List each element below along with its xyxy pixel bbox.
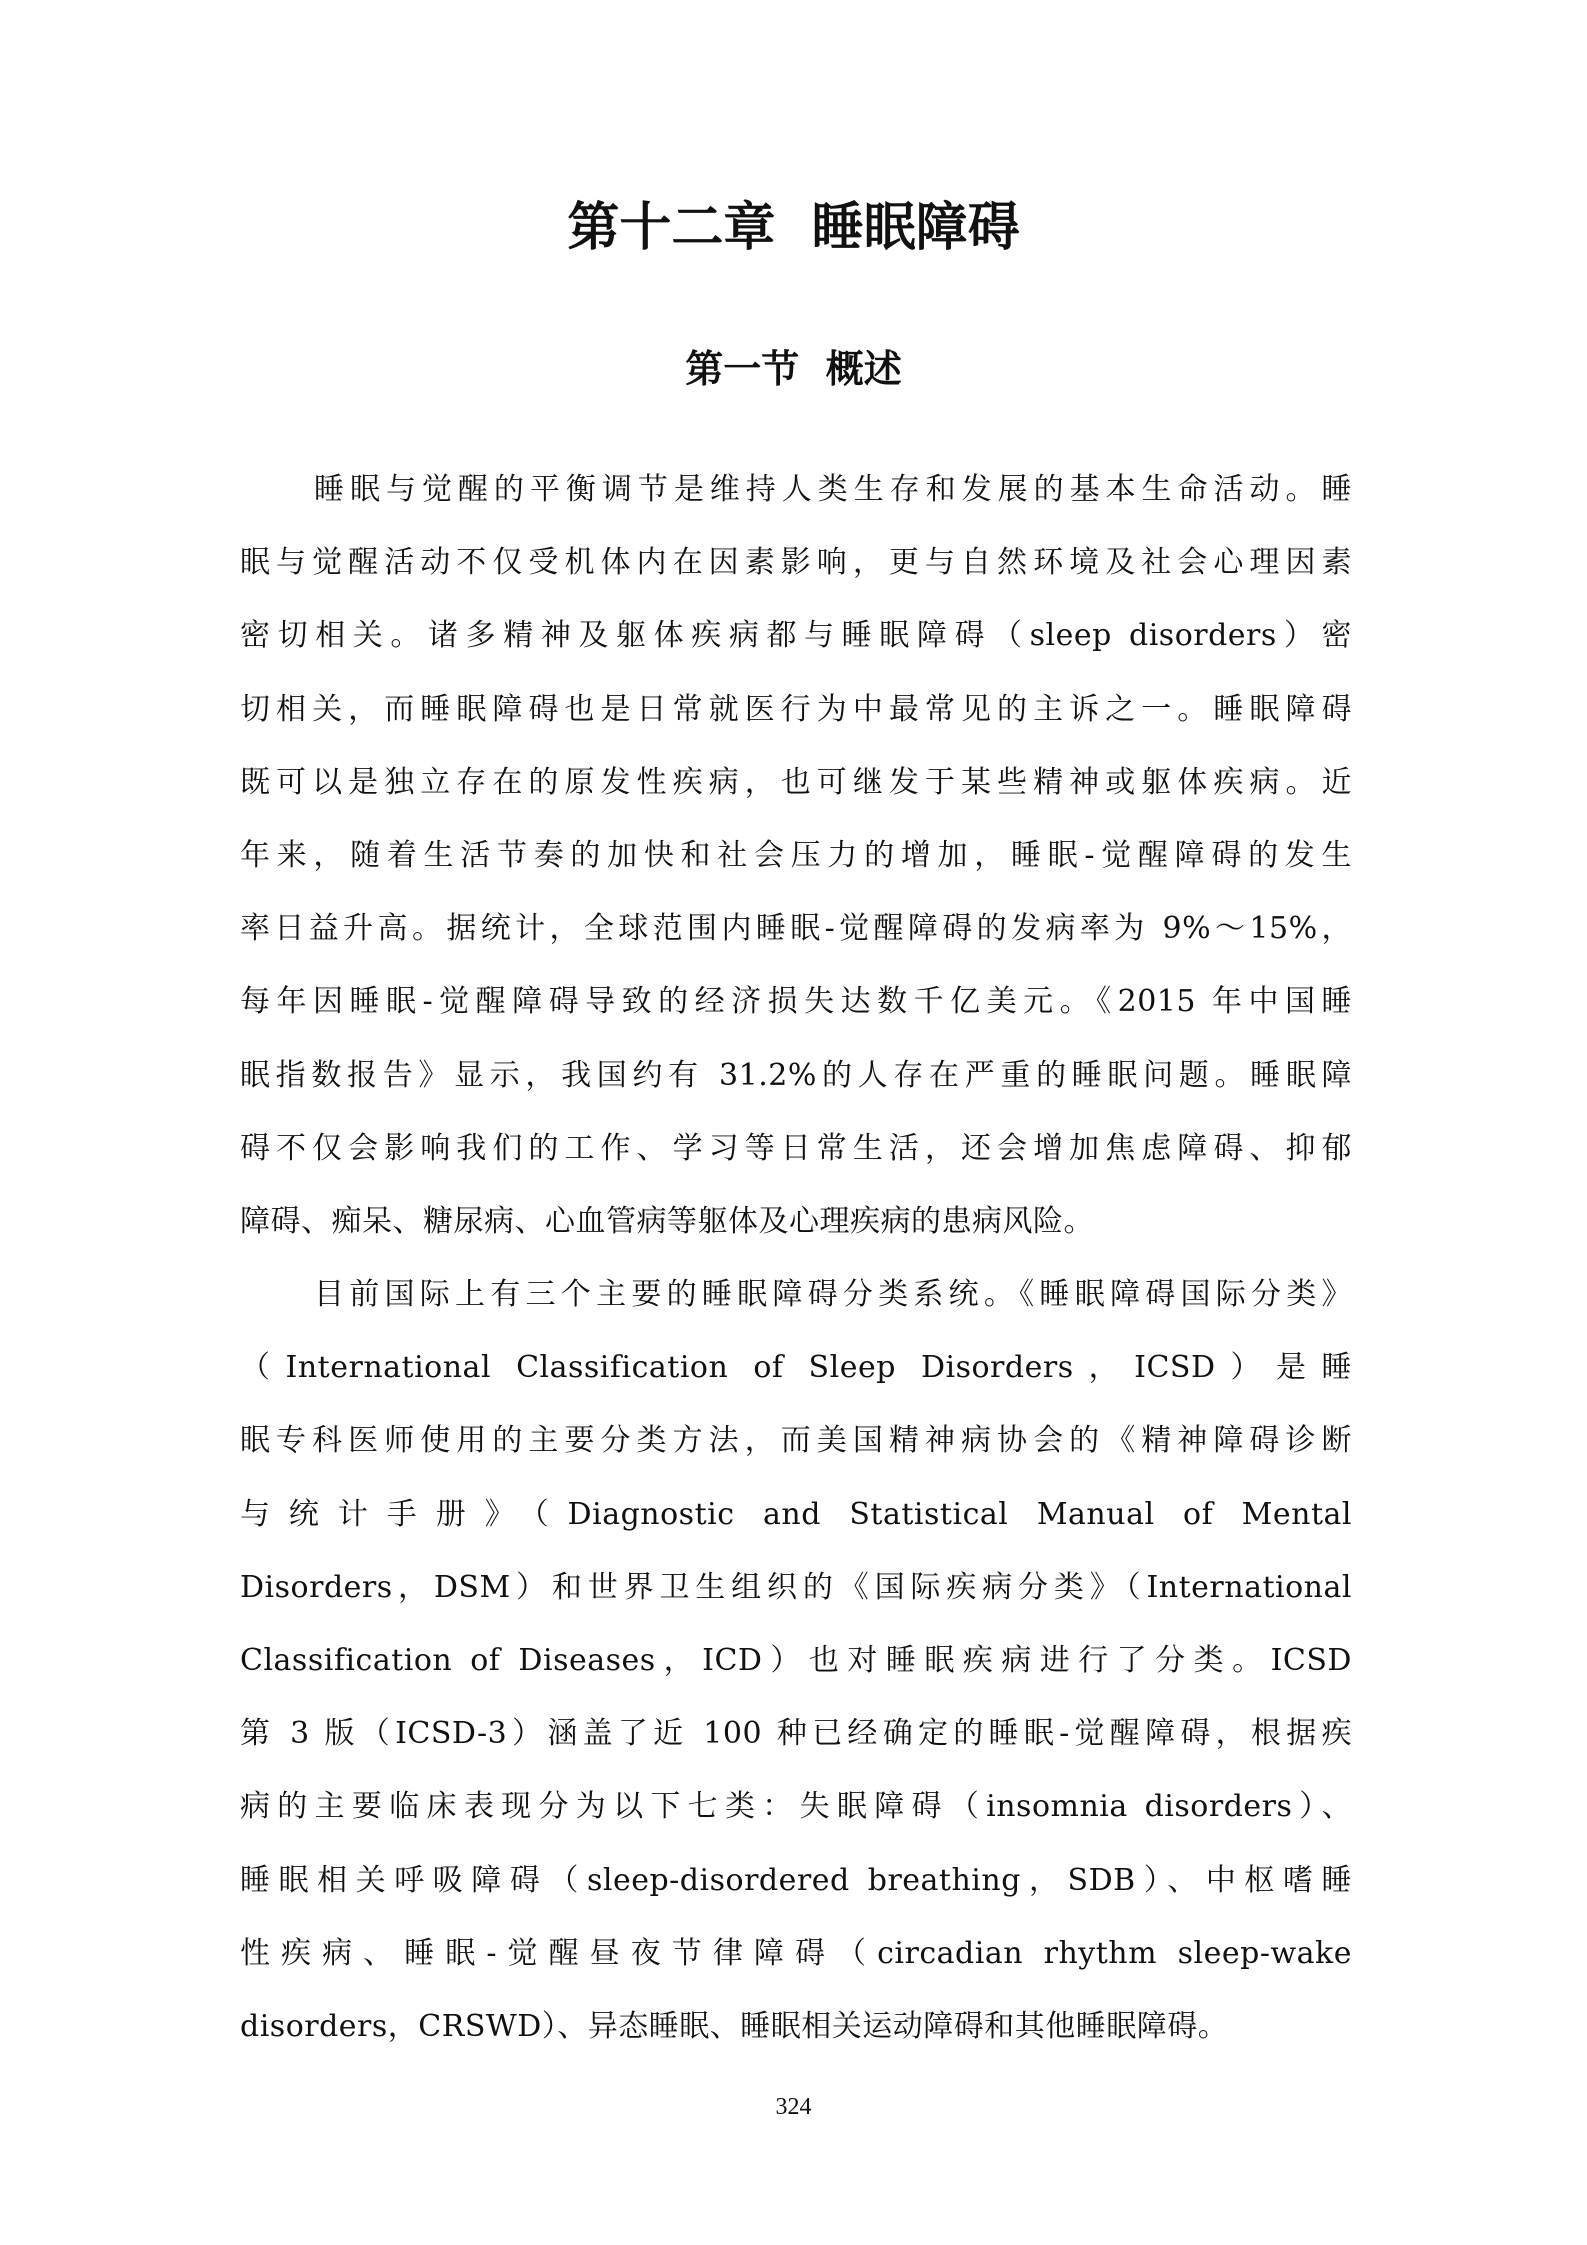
text-line: 第 3 版（ICSD-3）涵盖了近 100 种已经确定的睡眠-觉醒障碍，根据疾 bbox=[240, 1716, 1352, 1752]
text-line: 目前国际上有三个主要的睡眠障碍分类系统。《睡眠障碍国际分类》 bbox=[314, 1277, 1352, 1313]
text-line: 率日益升高。据统计，全球范围内睡眠-觉醒障碍的发病率为 9%～15%， bbox=[240, 911, 1352, 947]
text-line: 与统计手册》（Diagnostic and Statistical Manual of Mental bbox=[240, 1496, 1352, 1532]
text-line: 性疾病、睡眠-觉醒昼夜节律障碍（circadian rhythm sleep-wake bbox=[240, 1935, 1352, 1971]
body-text bbox=[240, 464, 1352, 2074]
text-line: 碍不仅会影响我们的工作、学习等日常生活，还会增加焦虑障碍、抑郁 bbox=[240, 1130, 1352, 1166]
text-line: 眠与觉醒活动不仅受机体内在因素影响，更与自然环境及社会心理因素 bbox=[240, 545, 1352, 581]
text-line: Classification of Diseases，ICD）也对睡眠疾病进行了分类。ICSD bbox=[240, 1643, 1352, 1678]
text-line: 切相关，而睡眠障碍也是日常就医行为中最常见的主诉之一。睡眠障碍 bbox=[240, 691, 1352, 727]
text-line: 既可以是独立存在的原发性疾病，也可继发于某些精神或躯体疾病。近 bbox=[240, 764, 1352, 800]
paragraph bbox=[240, 1269, 1352, 2074]
text-line: 每年因睡眠-觉醒障碍导致的经济损失达数千亿美元。《2015 年中国睡 bbox=[240, 984, 1352, 1020]
text-line: disorders，CRSWD）、异态睡眠、睡眠相关运动障碍和其他睡眠障碍。 bbox=[240, 2008, 1229, 2044]
chapter-title: 第十二章 睡眠障碍 bbox=[567, 198, 1020, 258]
text-line: 年来，随着生活节奏的加快和社会压力的增加，睡眠-觉醒障碍的发生 bbox=[240, 837, 1352, 873]
text-line: 睡眠与觉醒的平衡调节是维持人类生存和发展的基本生命活动。睡 bbox=[314, 472, 1352, 507]
text-line: Disorders，DSM）和世界卫生组织的《国际疾病分类》（International bbox=[240, 1569, 1352, 1605]
text-line: 障碍、痴呆、糖尿病、心血管病等躯体及心理疾病的患病风险。 bbox=[240, 1203, 1094, 1239]
page-number: 324 bbox=[775, 2094, 812, 2120]
text-line: 密切相关。诸多精神及躯体疾病都与睡眠障碍（sleep disorders）密 bbox=[240, 618, 1352, 654]
text-line: 眠专科医师使用的主要分类方法，而美国精神病协会的《精神障碍诊断 bbox=[240, 1423, 1352, 1459]
text-line: （International Classification of Sleep Disorders，ICSD）是睡 bbox=[240, 1350, 1352, 1386]
text-line: 眠指数报告》显示，我国约有 31.2%的人存在严重的睡眠问题。睡眠障 bbox=[240, 1057, 1352, 1093]
text-line: 病的主要临床表现分为以下七类：失眠障碍（insomnia disorders）、 bbox=[240, 1789, 1352, 1825]
section-title: 第一节 概述 bbox=[685, 347, 902, 391]
text-line: 睡眠相关呼吸障碍（sleep-disordered breathing，SDB）、中枢嗜睡 bbox=[240, 1862, 1352, 1898]
paragraph bbox=[240, 464, 1352, 1269]
